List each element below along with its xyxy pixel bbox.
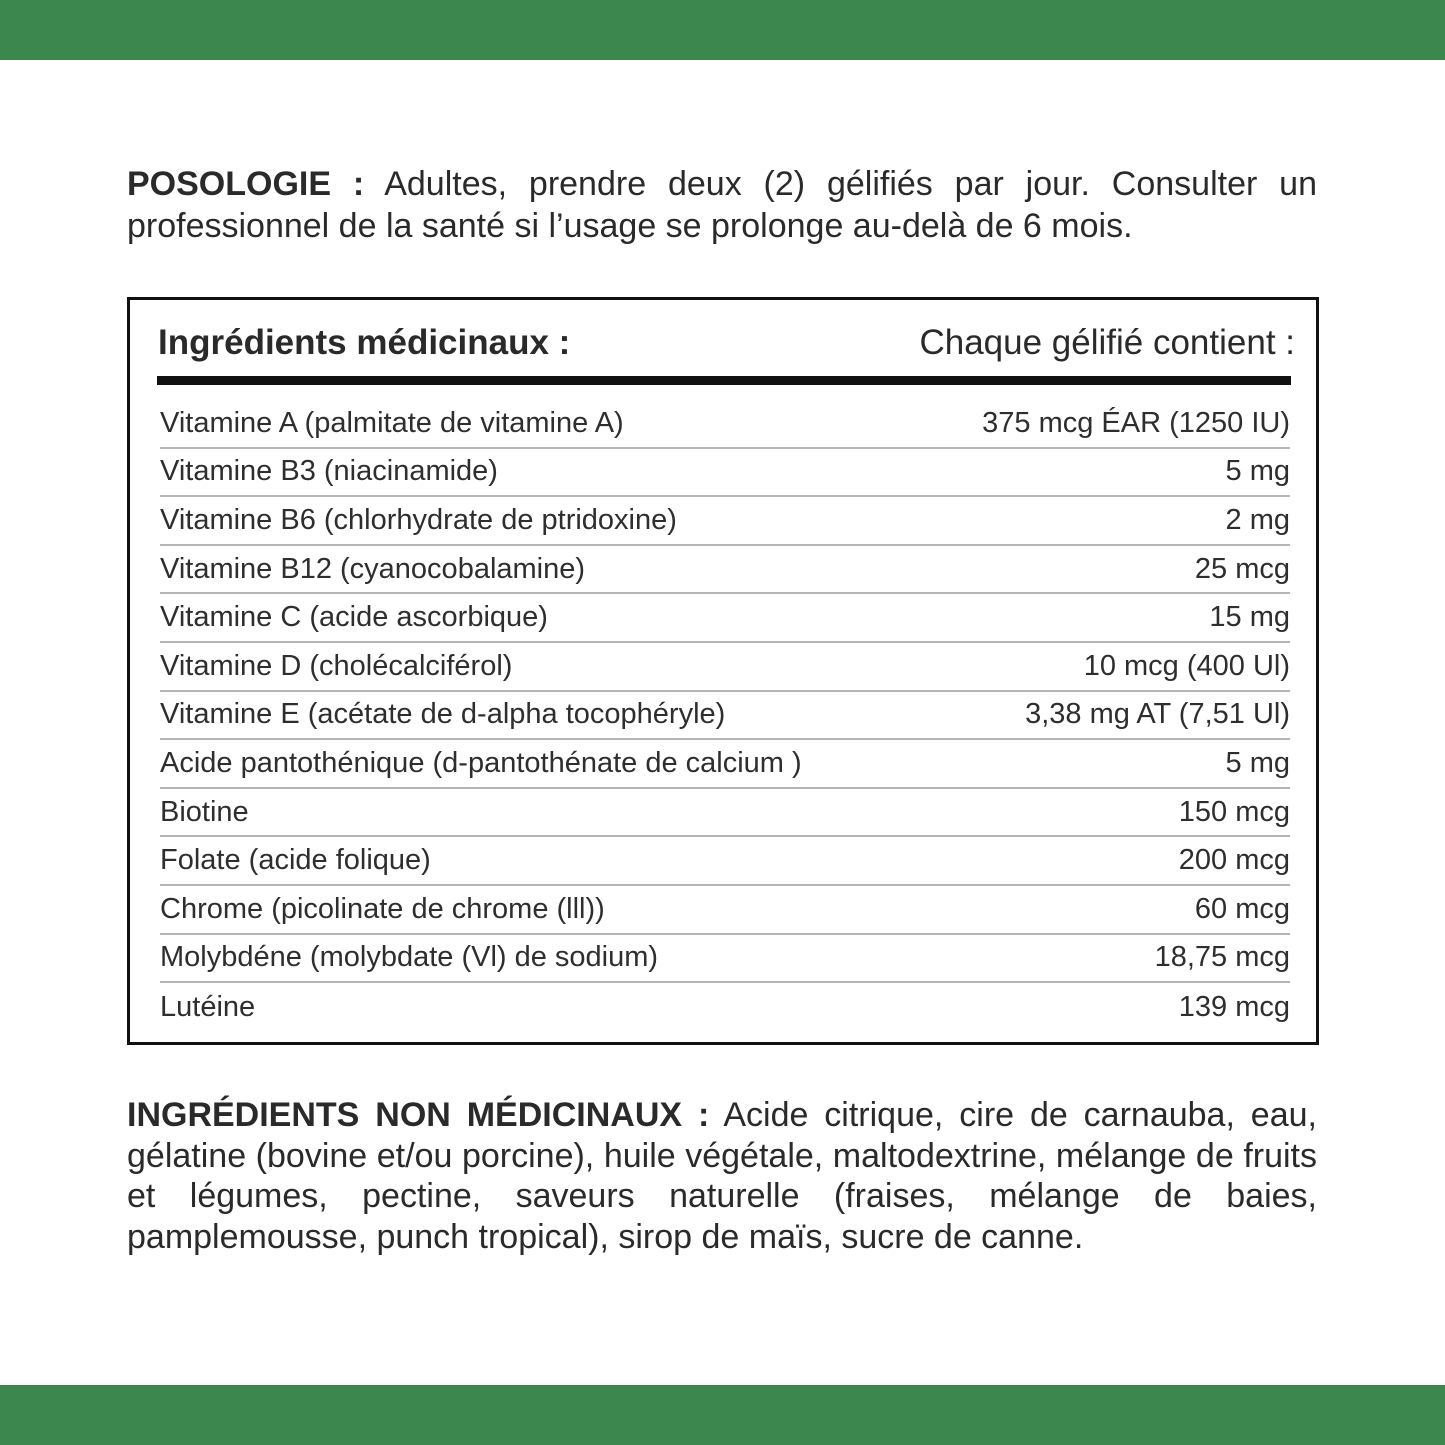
table-header-ingredients: Ingrédients médicinaux : bbox=[158, 323, 571, 362]
ingredient-name: Vitamine D (cholécalciférol) bbox=[160, 649, 513, 682]
ingredient-name: Molybdéne (molybdate (Vl) de sodium) bbox=[160, 941, 659, 974]
ingredient-name: Vitamine C (acide ascorbique) bbox=[160, 601, 548, 634]
table-row bbox=[160, 546, 1290, 595]
table-row bbox=[160, 789, 1290, 838]
ingredient-amount: 15 mg bbox=[1209, 601, 1290, 634]
top-green-band bbox=[0, 0, 1445, 60]
table-row bbox=[160, 400, 1290, 449]
posology-paragraph bbox=[127, 163, 1317, 247]
medicinal-ingredients-table bbox=[127, 297, 1319, 1045]
ingredient-amount: 200 mcg bbox=[1178, 844, 1290, 877]
table-row bbox=[160, 692, 1290, 741]
ingredient-name: Lutéine bbox=[160, 990, 256, 1023]
table-header-per-softgel: Chaque gélifié contient : bbox=[919, 323, 1295, 362]
ingredient-name: Vitamine B3 (niacinamide) bbox=[160, 455, 498, 488]
ingredient-name: Vitamine B12 (cyanocobalamine) bbox=[160, 552, 586, 585]
table-row bbox=[160, 935, 1290, 984]
ingredient-name: Biotine bbox=[160, 795, 249, 828]
ingredient-amount: 2 mg bbox=[1225, 503, 1290, 536]
non-medicinal-paragraph bbox=[127, 1095, 1317, 1257]
ingredient-name: Vitamine B6 (chlorhydrate de ptridoxine) bbox=[160, 503, 677, 536]
ingredient-amount: 5 mg bbox=[1225, 455, 1290, 488]
posology-text: Adultes, prendre deux (2) gélifiés par jour. Consulter un professionnel de la santé si l’usage se prolonge au-delà de 6 mois. bbox=[127, 165, 1317, 245]
ingredient-amount: 60 mcg bbox=[1194, 892, 1290, 925]
ingredient-name: Vitamine E (acétate de d-alpha tocophéryle) bbox=[160, 698, 726, 731]
ingredient-name: Acide pantothénique (d-pantothénate de calcium ) bbox=[160, 746, 802, 779]
non-medicinal-label: INGRÉDIENTS NON MÉDICINAUX : bbox=[127, 1096, 710, 1134]
posology-label: POSOLOGIE : bbox=[127, 165, 365, 203]
table-row bbox=[160, 643, 1290, 692]
bottom-green-band bbox=[0, 1385, 1445, 1445]
header-rule bbox=[157, 376, 1291, 385]
table-row bbox=[160, 497, 1290, 546]
ingredient-amount: 25 mcg bbox=[1194, 552, 1290, 585]
ingredient-name: Chrome (picolinate de chrome (lll)) bbox=[160, 892, 605, 925]
non-medicinal-text: Acide citrique, cire de carnauba, eau, gélatine (bovine et/ou porcine), huile végétale, maltodextrine, mélange de fruits et légumes, pectine, saveurs naturelle (fraises, mélange de baies, pamplemousse, punch tropical), sirop de maïs, sucre de canne. bbox=[127, 1096, 1317, 1256]
ingredient-amount: 375 mcg ÉAR (1250 IU) bbox=[982, 406, 1290, 439]
ingredient-name: Folate (acide folique) bbox=[160, 844, 431, 877]
ingredient-rows bbox=[160, 400, 1290, 1032]
table-row bbox=[160, 886, 1290, 935]
table-row bbox=[160, 983, 1290, 1032]
ingredient-name: Vitamine A (palmitate de vitamine A) bbox=[160, 406, 624, 439]
table-row bbox=[160, 449, 1290, 498]
ingredient-amount: 5 mg bbox=[1225, 746, 1290, 779]
table-row bbox=[160, 594, 1290, 643]
table-row bbox=[160, 837, 1290, 886]
ingredient-amount: 139 mcg bbox=[1178, 990, 1290, 1023]
ingredient-amount: 150 mcg bbox=[1178, 795, 1290, 828]
table-row bbox=[160, 740, 1290, 789]
table-header bbox=[158, 320, 1295, 366]
ingredient-amount: 10 mcg (400 Ul) bbox=[1083, 649, 1290, 682]
ingredient-amount: 18,75 mcg bbox=[1154, 941, 1290, 974]
ingredient-amount: 3,38 mg AT (7,51 Ul) bbox=[1025, 698, 1290, 731]
